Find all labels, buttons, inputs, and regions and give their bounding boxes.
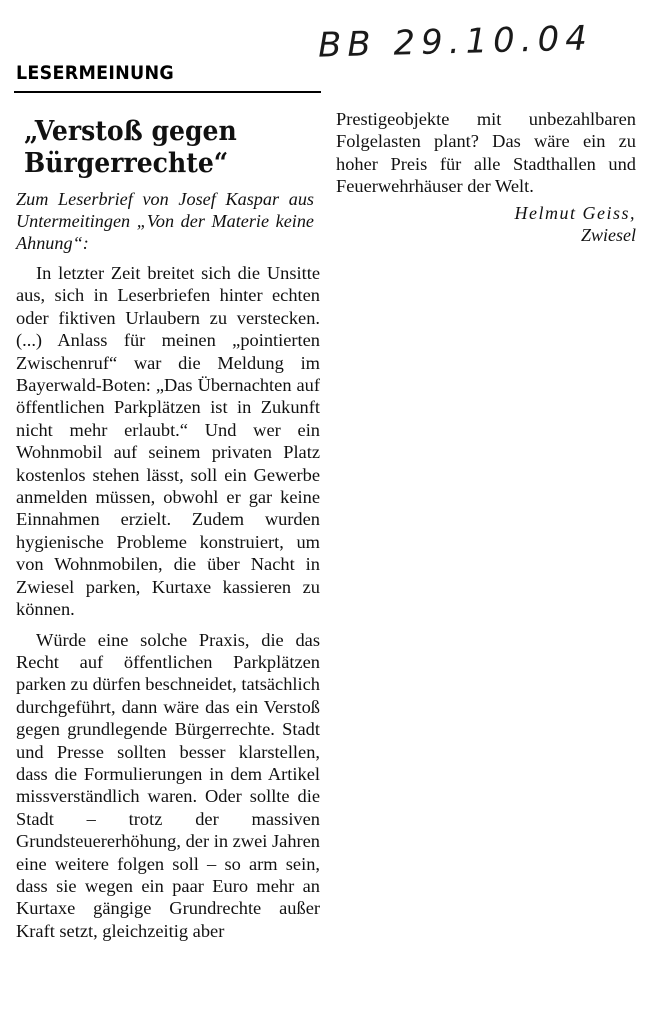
- section-divider: [14, 91, 321, 93]
- handwritten-date-note: BB 29.10.04: [317, 18, 594, 66]
- article-paragraph-1: In letzter Zeit breitet sich die Unsitte aus, sich in Leserbriefen hinter echten oder fiktiven Urlaubern zu verstecken. (...) Anlass für meinen „pointierten Zwischenruf“ war die Meldung im Bayerwald-Boten: „Das Übernachten auf öffentlichen Parkplätzen ist in Zukunft nicht mehr erlaubt.“ Und wer ein Wohnmobil auf seinem privaten Platz kostenlos stehen lässt, soll ein Gewerbe anmelden müssen, obwohl er gar keine Einnahmen erzielt. Zudem wurden hygienische Probleme konstruiert, um von Wohnmobilen, die über Nacht in Zwiesel parken, Kurtaxe kassieren zu können.: [16, 263, 320, 620]
- article-headline: [24, 116, 299, 180]
- headline-line-2: Bürgerrechte“: [24, 148, 229, 179]
- author-name: Helmut Geiss,: [514, 202, 636, 223]
- author-town: Zwiesel: [580, 224, 636, 245]
- article-paragraph-2: Würde eine solche Praxis, die das Recht auf öffentlichen Parkplätzen parken zu dürfen beschneidet, tatsächlich durchgeführt, dann wäre das ein Verstoß gegen grundlegende Bürgerrechte. Stadt und Presse sollten besser klarstellen, dass die Formulierungen in dem Artikel missverständlich waren. Oder sollte die Stadt – trotz der massiven Grundsteuererhöhung, der in zwei Jahren eine weitere folgen soll – so arm sein, dass sie wegen ein paar Euro mehr an Kurtaxe gängige Grundrechte außer Kraft setzt, gleichzeitig aber: [16, 629, 320, 941]
- section-label: LESERMEINUNG: [16, 62, 175, 84]
- headline-line-1: „Verstoß gegen: [24, 116, 237, 147]
- article-paragraph-3: Prestigeobjekte mit unbezahlbaren Folgelasten plant? Das wäre ein zu hoher Preis für alle Stadthallen und Feuerwehrhäuser der Welt.: [336, 109, 636, 197]
- article-column-right: [336, 108, 636, 246]
- author-signature: [336, 202, 636, 246]
- article-intro: Zum Leserbrief von Josef Kaspar aus Untermeitingen „Von der Materie keine Ahnung“:: [16, 189, 314, 253]
- article-column-left: [16, 108, 320, 942]
